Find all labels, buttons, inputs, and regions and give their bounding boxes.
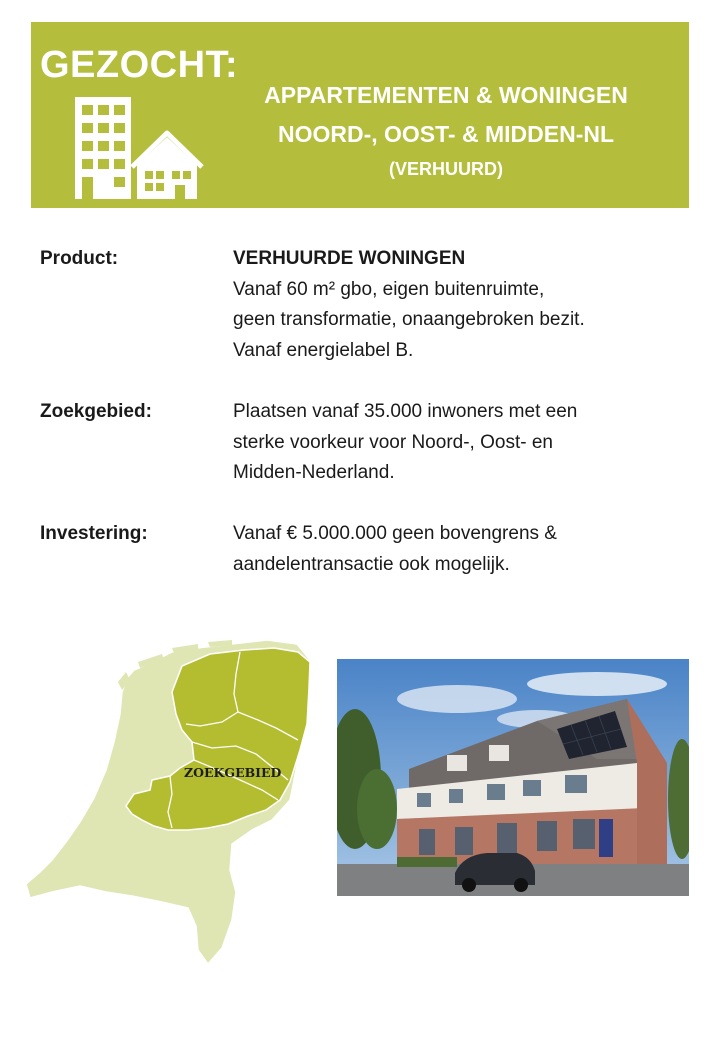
product-label: Product: (40, 248, 119, 269)
zoekgebied-line: Plaatsen vanaf 35.000 inwoners met een (233, 401, 578, 422)
buildings-icon (75, 97, 225, 199)
product-line: Vanaf 60 m² gbo, eigen buitenruimte, (233, 278, 545, 300)
investering-line: Vanaf € 5.000.000 geen bovengrens & (233, 523, 557, 544)
investering-line: aandelentransactie ook mogelijk. (233, 553, 510, 575)
zoekgebied-label: Zoekgebied: (40, 401, 152, 422)
netherlands-map (22, 630, 322, 970)
product-line: Vanaf energielabel B. (233, 339, 414, 361)
product-details (233, 244, 673, 366)
zoekgebied-line: Midden-Nederland. (233, 462, 395, 483)
banner-headline-3: (VERHUURD) (389, 159, 503, 179)
row-of-terraced-houses-photo (337, 659, 689, 896)
banner-headline-1: APPARTEMENTEN & WONINGEN (264, 82, 628, 108)
banner-headline-2: NOORD-, OOST- & MIDDEN-NL (277, 121, 615, 147)
banner-title: GEZOCHT: (40, 44, 239, 86)
header-banner (31, 22, 689, 208)
zoekgebied-line: sterke voorkeur voor Noord-, Oost- en (233, 431, 553, 453)
product-line: geen transformatie, onaangebroken bezit. (233, 309, 585, 330)
zoekgebied-details (233, 397, 673, 489)
map-label: ZOEKGEBIED (184, 765, 282, 780)
product-heading: VERHUURDE WONINGEN (233, 248, 466, 269)
investering-label: Investering: (40, 523, 148, 544)
investering-details (233, 519, 673, 580)
